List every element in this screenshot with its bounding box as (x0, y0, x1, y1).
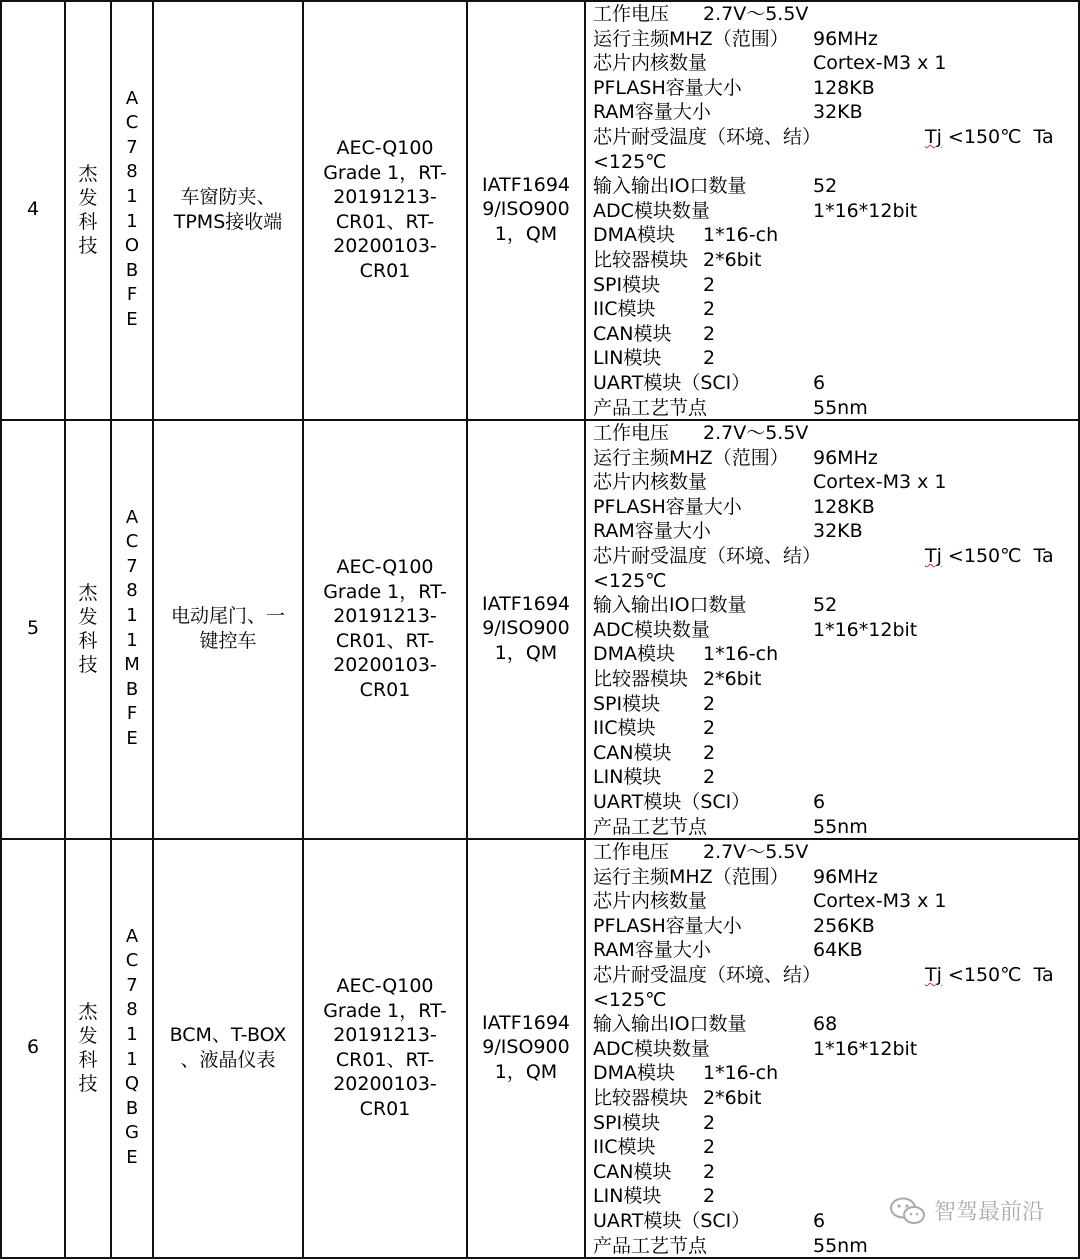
spec-line (593, 741, 1077, 766)
spec-label: 产品工艺节点 (593, 396, 708, 419)
temp-value: <150℃ Ta (941, 963, 1054, 986)
spec-label: SPI模块 (593, 692, 661, 715)
part-char: 7 (126, 974, 138, 996)
spec-line (593, 223, 1077, 248)
spec-label: 比较器模块 (593, 248, 689, 271)
spec-value: 2 (703, 766, 716, 789)
part-number (112, 0, 152, 419)
spec-value: 2 (703, 692, 716, 715)
spec-label: 运行主频MHZ（范围） (593, 865, 789, 888)
spec-label: <125℃ (593, 988, 667, 1011)
temp-value: <150℃ Ta (941, 125, 1054, 148)
spec-value: 128KB (813, 76, 875, 99)
part-char: 1 (126, 210, 138, 232)
part-char: 1 (126, 629, 138, 651)
company-char: 技 (78, 234, 98, 257)
table-row (0, 419, 1080, 838)
spec-label: <125℃ (593, 569, 667, 592)
company-char: 技 (78, 1072, 98, 1095)
spec-list (593, 2, 1077, 420)
spec-line (593, 618, 1077, 643)
spec-value: 2 (703, 298, 716, 321)
spec-value: 2 (703, 1185, 716, 1208)
part-char: C (125, 950, 139, 972)
spec-label: RAM容量大小 (593, 520, 711, 543)
spec-label: PFLASH容量大小 (593, 76, 742, 99)
spec-label: ADC模块数量 (593, 618, 710, 641)
spec-line (593, 174, 1077, 199)
spec-value (925, 963, 1054, 988)
company-name (66, 0, 110, 419)
company-char: 杰 (78, 1000, 98, 1023)
spec-value: 68 (813, 1013, 838, 1036)
row-index: 4 (26, 198, 40, 221)
spec-line (593, 346, 1077, 371)
spec-line (593, 1086, 1077, 1111)
part-char: E (126, 727, 138, 749)
spec-label: ADC模块数量 (593, 199, 710, 222)
spec-line (593, 519, 1077, 544)
spec-label: ADC模块数量 (593, 1037, 710, 1060)
part-char: O (124, 235, 140, 257)
spec-label: 工作电压 (593, 3, 670, 25)
spec-value: 55nm (813, 1234, 868, 1257)
watermark (888, 1195, 1044, 1226)
spec-label: 输入输出IO口数量 (593, 1013, 747, 1036)
spec-label: IIC模块 (593, 298, 656, 321)
spec-value: 2 (703, 322, 716, 345)
spec-label: IIC模块 (593, 1136, 656, 1159)
spec-line (593, 76, 1077, 101)
spec-value: 2 (703, 1160, 716, 1183)
part-char: C (125, 531, 139, 553)
application: BCM、T-BOX 、液晶仪表 (169, 1024, 287, 1071)
spec-value: 2.7V～5.5V (703, 841, 809, 863)
spec-line (593, 470, 1077, 495)
spec-value: 55nm (813, 815, 868, 838)
spec-line (593, 1037, 1077, 1062)
spec-label: CAN模块 (593, 1160, 672, 1183)
company-char: 发 (78, 605, 98, 628)
spec-label: RAM容量大小 (593, 939, 711, 962)
spec-value: 2.7V～5.5V (703, 3, 809, 25)
spec-value: 1*16*12bit (813, 199, 918, 222)
part-number (112, 419, 152, 838)
spec-value: 1*16-ch (703, 643, 779, 666)
spec-value: 1*16-ch (703, 1062, 779, 1085)
spec-value: Cortex-M3 x 1 (813, 890, 947, 913)
spec-list (593, 421, 1077, 839)
part-char: 7 (126, 136, 138, 158)
spec-label: LIN模块 (593, 347, 662, 370)
spec-line (593, 248, 1077, 273)
spec-line (593, 273, 1077, 298)
company-char: 科 (78, 1048, 98, 1071)
spec-line (593, 150, 1077, 175)
spec-value: 64KB (813, 939, 863, 962)
company-char: 科 (78, 210, 98, 233)
spec-line (593, 865, 1077, 890)
spec-line (593, 988, 1077, 1013)
spec-value (925, 544, 1054, 569)
spec-value: 2 (703, 1111, 716, 1134)
part-char: B (125, 678, 139, 700)
iatf-certification: IATF1694 9/ISO900 1，QM (481, 592, 570, 664)
spec-label: 比较器模块 (593, 1086, 689, 1109)
spec-label: 运行主频MHZ（范围） (593, 27, 789, 50)
iatf-certification: IATF1694 9/ISO900 1，QM (481, 173, 570, 245)
part-char: F (126, 703, 138, 725)
spec-line (593, 692, 1077, 717)
part-char: F (126, 284, 138, 306)
spec-line (593, 446, 1077, 471)
spec-value: 52 (813, 594, 838, 617)
spec-value: 2 (703, 1136, 716, 1159)
spec-label: IIC模块 (593, 717, 656, 740)
spec-line (593, 889, 1077, 914)
column-divider (584, 0, 586, 419)
spec-label: SPI模块 (593, 273, 661, 296)
spec-line (593, 1135, 1077, 1160)
spec-line (593, 667, 1077, 692)
column-divider (584, 838, 586, 1257)
spec-value: 96MHz (813, 27, 878, 50)
spec-label: 产品工艺节点 (593, 1234, 708, 1257)
spec-label: 输入输出IO口数量 (593, 175, 747, 198)
company-char: 技 (78, 653, 98, 676)
spec-line (593, 1012, 1077, 1037)
spec-value (925, 125, 1054, 150)
spec-value: 128KB (813, 495, 875, 518)
company-char: 杰 (78, 162, 98, 185)
spec-line (593, 716, 1077, 741)
spec-label: 芯片耐受温度（环境、结） (593, 125, 822, 148)
spec-value: 52 (813, 175, 838, 198)
spec-value: 1*16*12bit (813, 618, 918, 641)
spec-value: 2 (703, 741, 716, 764)
spec-line (593, 765, 1077, 790)
tj-label: Tj (925, 963, 942, 986)
part-number (112, 838, 152, 1257)
spec-value: Cortex-M3 x 1 (813, 52, 947, 75)
spec-label: SPI模块 (593, 1111, 661, 1134)
spec-line (593, 914, 1077, 939)
spec-line (593, 938, 1077, 963)
spec-label: DMA模块 (593, 224, 676, 247)
spec-label: LIN模块 (593, 1185, 662, 1208)
spec-value: 2.7V～5.5V (703, 422, 809, 444)
part-char: E (126, 1146, 138, 1168)
part-char: 8 (126, 580, 138, 602)
row-index: 6 (26, 1036, 40, 1059)
spec-line (593, 396, 1077, 421)
part-char: M (124, 654, 140, 676)
spec-value: 32KB (813, 101, 863, 124)
spec-label: 产品工艺节点 (593, 815, 708, 838)
tj-label: Tj (925, 544, 942, 567)
company-char: 杰 (78, 581, 98, 604)
company-name (66, 419, 110, 838)
spec-value: Cortex-M3 x 1 (813, 471, 947, 494)
part-char: A (125, 925, 139, 947)
application: 电动尾门、一 键控车 (170, 605, 285, 652)
spec-value: 96MHz (813, 446, 878, 469)
temp-value: <150℃ Ta (941, 544, 1054, 567)
part-char: B (125, 1097, 139, 1119)
spec-label: RAM容量大小 (593, 101, 711, 124)
wechat-icon (888, 1196, 928, 1226)
watermark-text: 智驾最前沿 (933, 1200, 1044, 1225)
spec-line (593, 815, 1077, 840)
spec-label: 芯片内核数量 (593, 52, 708, 75)
spec-line (593, 297, 1077, 322)
part-char: 7 (126, 555, 138, 577)
spec-line (593, 51, 1077, 76)
spec-label: PFLASH容量大小 (593, 495, 742, 518)
spec-line (593, 1111, 1077, 1136)
part-char: 1 (126, 604, 138, 626)
spec-value: 32KB (813, 520, 863, 543)
spec-value: 55nm (813, 396, 868, 419)
part-char: G (125, 1122, 139, 1144)
spec-line (593, 1160, 1077, 1185)
spec-value: 6 (813, 371, 826, 394)
part-char: 1 (126, 185, 138, 207)
spec-line (593, 790, 1077, 815)
part-char: A (125, 506, 139, 528)
company-char: 科 (78, 629, 98, 652)
column-divider (584, 419, 586, 838)
spec-label: UART模块（SCI） (593, 790, 751, 813)
spec-label: 工作电压 (593, 422, 670, 444)
part-char: 1 (126, 1023, 138, 1045)
spec-label: CAN模块 (593, 741, 672, 764)
tj-label: Tj (925, 125, 942, 148)
spec-line (593, 27, 1077, 52)
spec-value: 1*16*12bit (813, 1037, 918, 1060)
company-name (66, 838, 110, 1257)
spec-value: 2*6bit (703, 248, 762, 271)
spec-label: 芯片内核数量 (593, 471, 708, 494)
spec-line (593, 569, 1077, 594)
spec-line (593, 544, 1077, 569)
part-char: E (126, 308, 138, 330)
spec-value: 2 (703, 273, 716, 296)
part-char: Q (124, 1073, 140, 1095)
spec-label: <125℃ (593, 150, 667, 173)
spec-value: 256KB (813, 914, 875, 937)
spec-label: CAN模块 (593, 322, 672, 345)
spec-value: 96MHz (813, 865, 878, 888)
part-char: A (125, 87, 139, 109)
application: 车窗防夹、 TPMS接收端 (173, 186, 283, 233)
spec-label: 比较器模块 (593, 667, 689, 690)
table-bottom-border (0, 1257, 1080, 1259)
company-char: 发 (78, 186, 98, 209)
spec-value: 2*6bit (703, 667, 762, 690)
spec-line (593, 840, 1077, 865)
row-index: 5 (26, 617, 40, 640)
spec-line (593, 371, 1077, 396)
part-char: 1 (126, 1048, 138, 1070)
iatf-certification: IATF1694 9/ISO900 1，QM (481, 1011, 570, 1083)
spec-line (593, 322, 1077, 347)
spec-label: 芯片耐受温度（环境、结） (593, 963, 822, 986)
spec-label: UART模块（SCI） (593, 371, 751, 394)
spec-value: 6 (813, 790, 826, 813)
spec-label: UART模块（SCI） (593, 1209, 751, 1232)
spec-line (593, 963, 1077, 988)
spec-value: 2 (703, 347, 716, 370)
spec-label: DMA模块 (593, 643, 676, 666)
part-char: 8 (126, 161, 138, 183)
spec-label: 运行主频MHZ（范围） (593, 446, 789, 469)
spec-line (593, 421, 1077, 446)
spec-line (593, 593, 1077, 618)
spec-label: DMA模块 (593, 1062, 676, 1085)
spec-line (593, 199, 1077, 224)
spec-value: 1*16-ch (703, 224, 779, 247)
spec-label: 芯片内核数量 (593, 890, 708, 913)
spec-label: 工作电压 (593, 841, 670, 863)
spec-label: PFLASH容量大小 (593, 914, 742, 937)
spec-line (593, 125, 1077, 150)
spec-value: 2 (703, 717, 716, 740)
spec-line (593, 495, 1077, 520)
spec-label: 芯片耐受温度（环境、结） (593, 544, 822, 567)
spec-line (593, 642, 1077, 667)
spec-line (593, 100, 1077, 125)
part-char: B (125, 259, 139, 281)
spec-line (593, 2, 1077, 27)
aec-qualification: AEC-Q100 Grade 1，RT- 20191213- CR01、RT- 20200103- CR01 (323, 975, 447, 1120)
spec-value: 2*6bit (703, 1086, 762, 1109)
aec-qualification: AEC-Q100 Grade 1，RT- 20191213- CR01、RT- 20200103- CR01 (323, 137, 447, 282)
spec-value: 6 (813, 1209, 826, 1232)
part-char: C (125, 112, 139, 134)
spec-line (593, 1234, 1077, 1259)
aec-qualification: AEC-Q100 Grade 1，RT- 20191213- CR01、RT- 20200103- CR01 (323, 556, 447, 701)
spec-label: 输入输出IO口数量 (593, 594, 747, 617)
company-char: 发 (78, 1024, 98, 1047)
spec-label: LIN模块 (593, 766, 662, 789)
table-row (0, 0, 1080, 419)
spec-line (593, 1061, 1077, 1086)
part-char: 8 (126, 999, 138, 1021)
